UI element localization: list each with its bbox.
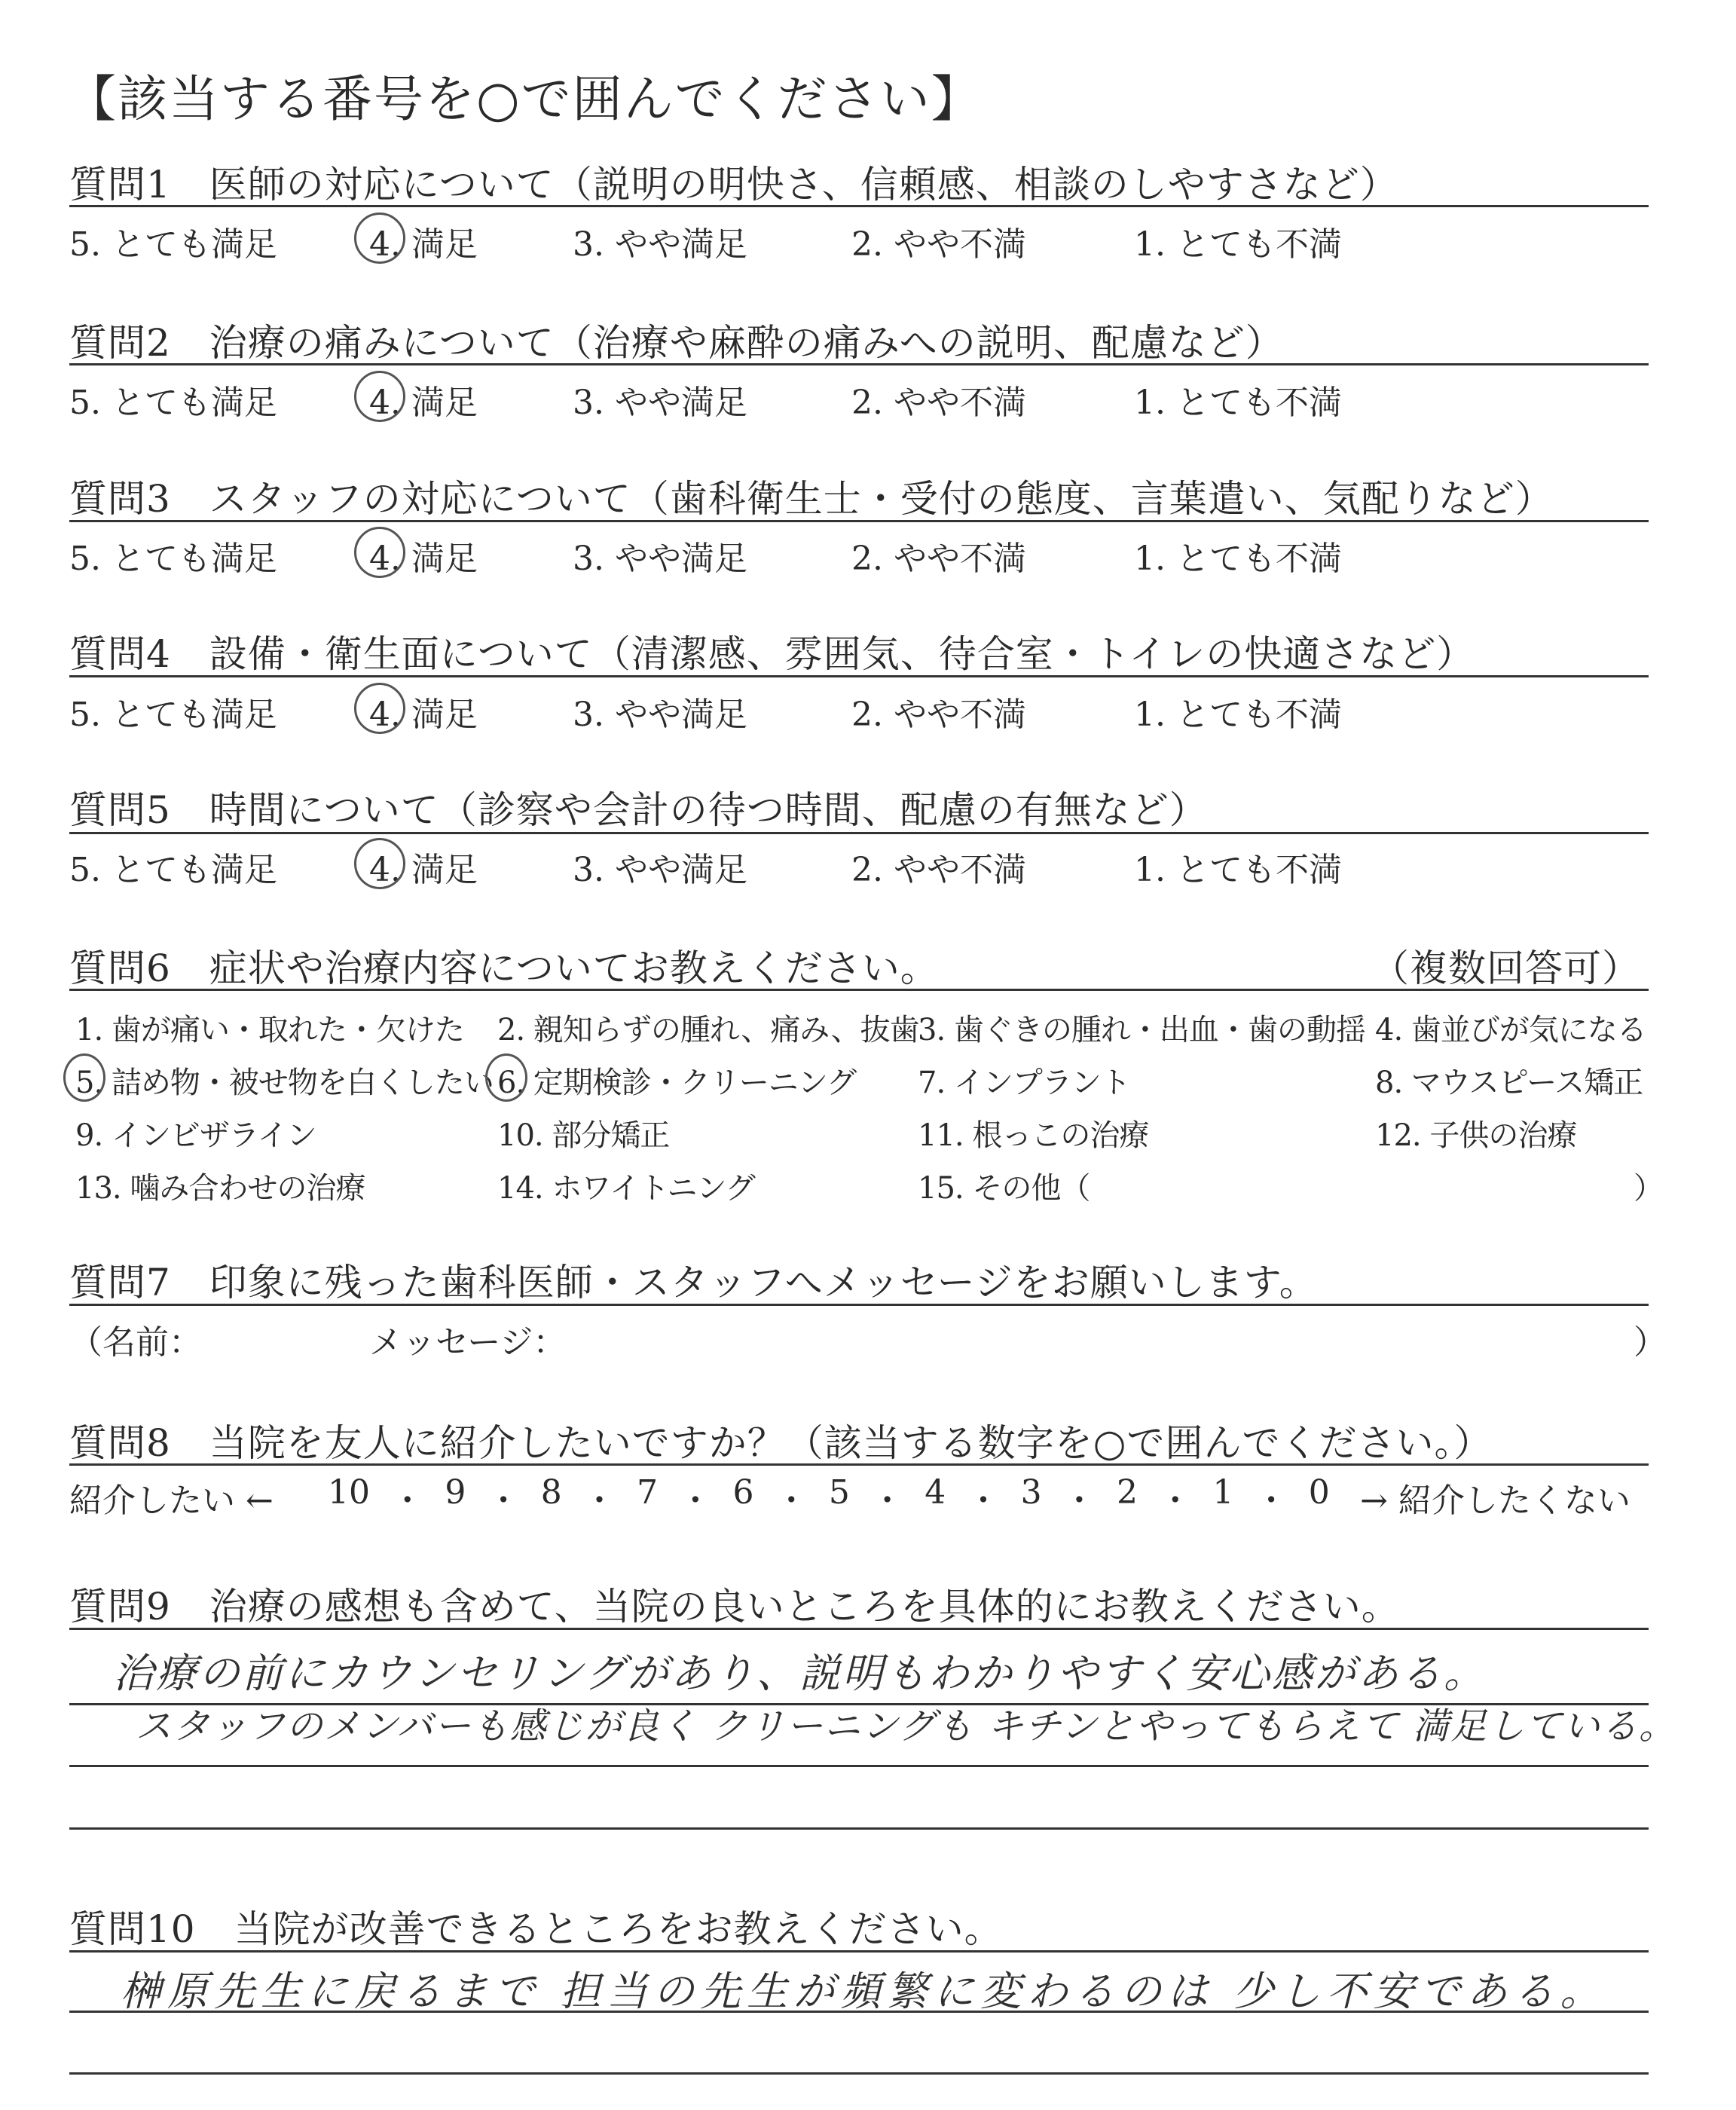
q6-item-15-close-paren: ） — [1634, 1171, 1663, 1206]
q1-option-3[interactable]: 3. やや満足 — [573, 225, 747, 264]
q7-close-paren: ） — [1634, 1323, 1667, 1362]
q4-option-3[interactable]: 3. やや満足 — [573, 696, 747, 734]
question-9-rule — [69, 1628, 1649, 1630]
q4-option-1[interactable]: 1. とても不満 — [1134, 696, 1342, 734]
question-10-rule — [69, 1950, 1649, 1953]
q4-option-4[interactable]: 4. 満足 — [369, 696, 478, 734]
q1-selection-circle — [354, 213, 405, 264]
q8-scale-separator: ・ — [678, 1482, 712, 1520]
q6-item-12[interactable]: 12. 子供の治療 — [1375, 1118, 1577, 1153]
q8-scale-value[interactable]: 8 — [540, 1473, 562, 1512]
q8-scale-value[interactable]: 9 — [445, 1473, 466, 1512]
q5-option-3[interactable]: 3. やや満足 — [573, 851, 747, 889]
q2-option-4[interactable]: 4. 満足 — [369, 384, 478, 422]
q6-item-6-selection-circle — [485, 1053, 527, 1102]
q6-item-3[interactable]: 3. 歯ぐきの腫れ・出血・歯の動揺 — [918, 1013, 1365, 1047]
q3-option-3[interactable]: 3. やや満足 — [573, 540, 747, 578]
q6-item-15[interactable]: 15. その他（ — [918, 1171, 1090, 1206]
question-4-label: 質問4 設備・衛生面について（清潔感、雰囲気、待合室・トイレの快適さなど） — [69, 632, 1475, 676]
q6-item-1[interactable]: 1. 歯が痛い・取れた・欠けた — [75, 1013, 464, 1047]
q8-scale-value[interactable]: 7 — [637, 1473, 659, 1512]
q6-item-5-selection-circle — [63, 1053, 105, 1102]
question-4-rule — [69, 675, 1649, 677]
q8-right-label: → 紹介したくない — [1360, 1482, 1631, 1520]
q3-option-5[interactable]: 5. とても満足 — [69, 540, 277, 578]
q8-scale-value[interactable]: 1 — [1212, 1473, 1234, 1512]
q1-option-4[interactable]: 4. 満足 — [369, 225, 478, 264]
question-1-label: 質問1 医師の対応について（説明の明快さ、信頼感、相談のしやすさなど） — [69, 163, 1398, 206]
q3-option-4[interactable]: 4. 満足 — [369, 540, 478, 578]
q10-answer-rule-2 — [69, 2072, 1649, 2075]
question-2-label: 質問2 治療の痛みについて（治療や麻酔の痛みへの説明、配慮など） — [69, 321, 1284, 365]
q8-scale-value[interactable]: 6 — [732, 1473, 754, 1512]
q2-selection-circle — [354, 371, 405, 422]
q6-item-10[interactable]: 10. 部分矯正 — [497, 1118, 670, 1153]
q8-scale-value[interactable]: 5 — [828, 1473, 850, 1512]
q8-scale-separator: ・ — [775, 1482, 808, 1520]
q2-option-3[interactable]: 3. やや満足 — [573, 384, 747, 422]
question-6-label: 質問6 症状や治療内容についてお教えください。 — [69, 946, 939, 990]
question-8-label: 質問8 当院を友人に紹介したいですか？（該当する数字を○で囲んでください。） — [69, 1421, 1493, 1465]
q9-answer-rule-2 — [69, 1765, 1649, 1767]
q8-scale-value[interactable]: 4 — [925, 1473, 946, 1512]
q8-scale-value[interactable]: 0 — [1308, 1473, 1330, 1512]
q3-option-2[interactable]: 2. やや不満 — [851, 540, 1026, 578]
q8-scale-separator: ・ — [582, 1482, 616, 1520]
q5-option-5[interactable]: 5. とても満足 — [69, 851, 277, 889]
q4-selection-circle — [354, 683, 405, 734]
question-8-rule — [69, 1463, 1649, 1466]
q2-option-2[interactable]: 2. やや不満 — [851, 384, 1026, 422]
question-1-rule — [69, 205, 1649, 207]
q5-option-2[interactable]: 2. やや不満 — [851, 851, 1026, 889]
q8-scale-separator: ・ — [487, 1482, 521, 1520]
q7-message-label: メッセージ： — [369, 1323, 567, 1362]
q8-scale-separator: ・ — [1255, 1482, 1288, 1520]
q8-scale-value[interactable]: 3 — [1020, 1473, 1042, 1512]
q8-scale-value[interactable]: 2 — [1117, 1473, 1138, 1512]
question-2-rule — [69, 363, 1649, 365]
q6-item-2[interactable]: 2. 親知らずの腫れ、痛み、抜歯 — [497, 1013, 919, 1047]
question-5-rule — [69, 832, 1649, 834]
q6-item-11[interactable]: 11. 根っこの治療 — [918, 1118, 1149, 1153]
q5-selection-circle — [354, 838, 405, 889]
question-6-note: （複数回答可） — [1371, 946, 1640, 990]
q8-scale-separator: ・ — [390, 1482, 424, 1520]
q2-option-5[interactable]: 5. とても満足 — [69, 384, 277, 422]
question-7-rule — [69, 1304, 1649, 1306]
q8-scale — [328, 1473, 1330, 1521]
q7-name-label: （名前： — [69, 1323, 202, 1362]
q9-answer-rule-3 — [69, 1827, 1649, 1830]
q4-option-5[interactable]: 5. とても満足 — [69, 696, 277, 734]
q5-option-1[interactable]: 1. とても不満 — [1134, 851, 1342, 889]
question-7-label: 質問7 印象に残った歯科医師・スタッフへメッセージをお願いします。 — [69, 1261, 1318, 1304]
question-6-rule — [69, 989, 1649, 991]
q6-item-14[interactable]: 14. ホワイトニング — [497, 1171, 755, 1206]
page-title: 【該当する番号を○で囲んでください】 — [66, 70, 983, 128]
q6-item-8[interactable]: 8. マウスピース矯正 — [1375, 1066, 1643, 1100]
q3-option-1[interactable]: 1. とても不満 — [1134, 540, 1342, 578]
q10-handwritten-line-1: 榊原先生に戻るまで 担当の先生が頻繁に変わるのは 少し不安である。 — [121, 1968, 1607, 2015]
q9-handwritten-line-2: スタッフのメンバーも感じが良く クリーニングも キチンとやってもらえて 満足している。 — [136, 1705, 1677, 1748]
question-3-rule — [69, 520, 1649, 522]
q6-item-13[interactable]: 13. 噛み合わせの治療 — [75, 1171, 365, 1206]
q8-scale-separator: ・ — [966, 1482, 1000, 1520]
q4-option-2[interactable]: 2. やや不満 — [851, 696, 1026, 734]
question-9-label: 質問9 治療の感想も含めて、当院の良いところを具体的にお教えください。 — [69, 1585, 1400, 1628]
q3-selection-circle — [354, 527, 405, 578]
q1-option-1[interactable]: 1. とても不満 — [1134, 225, 1342, 264]
question-5-label: 質問5 時間について（診察や会計の待つ時間、配慮の有無など） — [69, 788, 1208, 832]
q9-handwritten-line-1: 治療の前にカウンセリングがあり、説明もわかりやすく安心感がある。 — [113, 1650, 1487, 1697]
q1-option-2[interactable]: 2. やや不満 — [851, 225, 1026, 264]
q6-item-7[interactable]: 7. インプラント — [918, 1066, 1130, 1100]
q6-item-6[interactable]: 6. 定期検診・クリーニング — [497, 1066, 857, 1100]
question-3-label: 質問3 スタッフの対応について（歯科衛生士・受付の態度、言葉遣い、気配りなど） — [69, 477, 1554, 521]
question-10-label: 質問10 当院が改善できるところをお教えください。 — [69, 1907, 1003, 1951]
q8-scale-separator: ・ — [1062, 1482, 1096, 1520]
q8-scale-separator: ・ — [1158, 1482, 1192, 1520]
q6-item-5[interactable]: 5. 詰め物・被せ物を白くしたい — [75, 1066, 494, 1100]
q6-item-9[interactable]: 9. インビザライン — [75, 1118, 316, 1153]
q8-left-label: 紹介したい ← — [69, 1482, 274, 1520]
q8-scale-separator: ・ — [870, 1482, 904, 1520]
q1-option-5[interactable]: 5. とても満足 — [69, 225, 277, 264]
q8-scale-value[interactable]: 10 — [328, 1473, 370, 1512]
q2-option-1[interactable]: 1. とても不満 — [1134, 384, 1342, 422]
q6-item-4[interactable]: 4. 歯並びが気になる — [1375, 1013, 1646, 1047]
q5-option-4[interactable]: 4. 満足 — [369, 851, 478, 889]
